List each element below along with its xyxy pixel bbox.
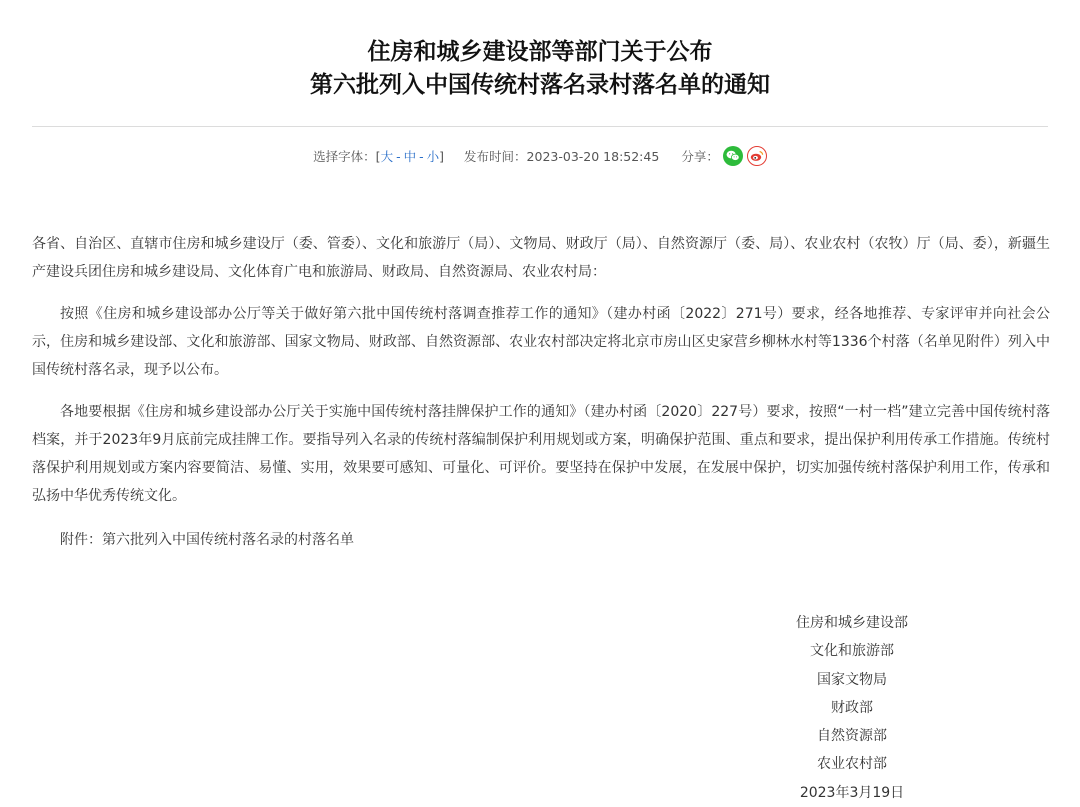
signature-date: 2023年3月19日	[799, 784, 905, 801]
signature-line: 财政部	[831, 699, 873, 716]
font-size-label: 选择字体：	[313, 149, 376, 164]
body-paragraph-1: 按照《住房和城乡建设部办公厅等关于做好第六批中国传统村落调查推荐工作的通知》（建办村函〔2022〕271号）要求，经各地推荐、专家评审并向社会公示，住房和城乡建设部、文化和旅游部、国家文物局、财政部、自然资源部、农业农村部决定将北京市房山区史家营乡柳林水村等1336个村落（名单见附件）列入中国传统村落名录，现予以公布。	[32, 306, 1050, 378]
signature-block	[752, 609, 952, 807]
salutation-paragraph: 各省、自治区、直辖市住房和城乡建设厅（委、管委）、文化和旅游厅（局）、文物局、财政厅（局）、自然资源厅（委、局）、农业农村（农牧）厅（局、委），新疆生产建设兵团住房和城乡建设局、文化体育广电和旅游局、财政局、自然资源局、农业农村局：	[32, 236, 1050, 280]
publish-time-label: 发布时间：	[464, 149, 527, 164]
publish-time-value: 2023-03-20 18:52:45	[526, 148, 660, 164]
signature-line: 文化和旅游部	[810, 643, 894, 660]
font-size-large-link[interactable]: 大	[380, 149, 394, 164]
share-label: 分享：	[681, 149, 719, 164]
signature-line: 住房和城乡建设部	[796, 615, 908, 631]
page-title-line1: 住房和城乡建设部等部门关于公布	[367, 39, 713, 65]
article-meta-bar	[0, 144, 1080, 168]
signature-line: 农业农村部	[817, 756, 887, 773]
signature-line: 国家文物局	[817, 671, 887, 688]
title-divider	[32, 126, 1048, 127]
page-title-line2: 第六批列入中国传统村落名录村落名单的通知	[310, 72, 770, 98]
body-paragraph-2: 各地要根据《住房和城乡建设部办公厅关于实施中国传统村落挂牌保护工作的通知》（建办村函〔2020〕227号）要求，按照“一村一档”建立完善中国传统村落档案，并于2023年9月底前完成挂牌工作。要指导列入名录的传统村落编制保护利用规划或方案，明确保护范围、重点和要求，提出保护利用传承工作措施。传统村落保护利用规划或方案内容要简洁、易懂、实用，效果要可感知、可量化、可评价。要坚持在保护中发展，在发展中保护，切实加强传统村落保护利用工作，传承和弘扬中华优秀传统文化。	[32, 404, 1050, 504]
font-size-bracket-open: [	[375, 148, 381, 164]
font-size-medium-link[interactable]: 中	[403, 149, 417, 164]
attachment-note: 附件：第六批列入中国传统村落名录的村落名单	[60, 532, 354, 548]
font-size-bracket-close: ]	[439, 148, 445, 164]
font-size-separator: -	[396, 148, 401, 164]
signature-line: 自然资源部	[817, 728, 887, 745]
font-size-separator: -	[419, 148, 424, 164]
wechat-share-icon[interactable]	[723, 146, 743, 166]
font-size-small-link[interactable]: 小	[426, 149, 440, 164]
weibo-share-icon[interactable]	[747, 146, 767, 166]
